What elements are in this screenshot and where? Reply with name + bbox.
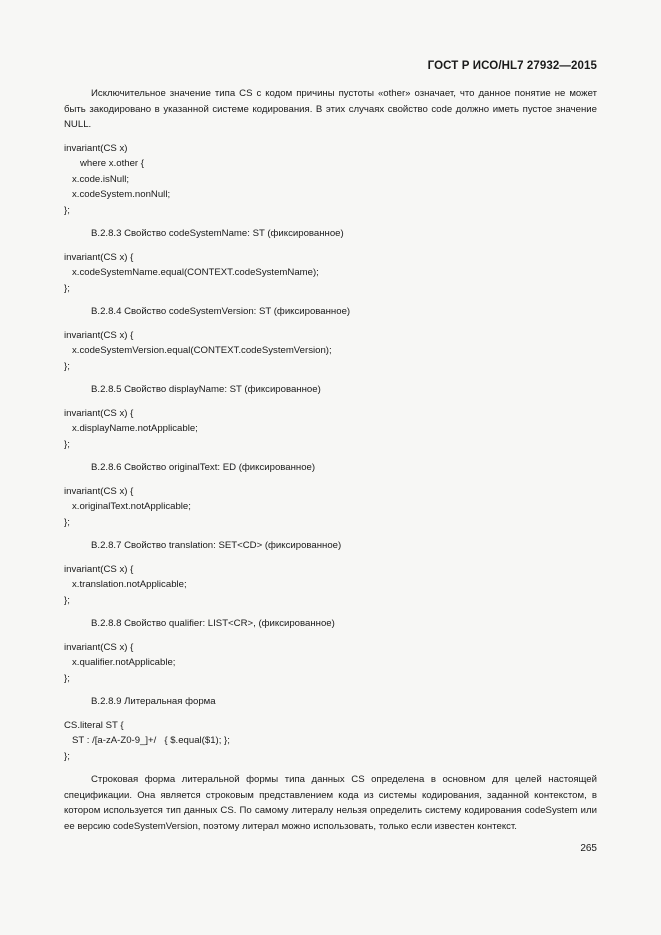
code-block-b289: [64, 718, 597, 765]
code-line: x.originalText.notApplicable;: [64, 501, 191, 512]
code-block-b287: [64, 562, 597, 609]
code-line: invariant(CS x) {: [64, 251, 134, 263]
section-heading-b287: B.2.8.7 Свойство translation: SET<CD> (фиксированное): [91, 540, 342, 551]
code-line: invariant(CS x) {: [64, 563, 134, 575]
code-line: x.codeSystemName.equal(CONTEXT.codeSystemName);: [64, 267, 319, 278]
closing-paragraph: Строковая форма литеральной формы типа данных CS определена в основном для целей настоящей спецификации. Она является строковым представлением кода из системы кодирования, заданной контекстом, в котором используется тип данных CS. По самому литералу нельзя определить систему кодирования codeSystem или ее версию codeSystemVersion, поэтому литерал можно использовать, только если известен контекст.: [64, 774, 597, 832]
code-line: invariant(CS x) {: [64, 485, 134, 497]
code-line: where x.other {: [64, 158, 144, 169]
code-line: };: [64, 360, 70, 372]
section-heading-b286: B.2.8.6 Свойство originalText: ED (фиксированное): [91, 462, 316, 473]
code-line: };: [64, 438, 70, 450]
code-line: x.qualifier.notApplicable;: [64, 657, 176, 668]
code-line: };: [64, 282, 70, 294]
page-content: [64, 86, 597, 834]
code-block-b285: [64, 406, 597, 453]
code-line: CS.literal ST {: [64, 719, 124, 731]
code-line: invariant(CS x) {: [64, 329, 134, 341]
code-line: x.codeSystem.nonNull;: [64, 189, 171, 200]
section-heading-b285: B.2.8.5 Свойство displayName: ST (фиксированное): [91, 384, 321, 395]
code-block-b286: [64, 484, 597, 531]
code-line: };: [64, 204, 70, 216]
code-line: invariant(CS x) {: [64, 641, 134, 653]
code-line: };: [64, 516, 70, 528]
section-heading-b288: B.2.8.8 Свойство qualifier: LIST<CR>, (фиксированное): [91, 618, 335, 629]
section-heading-b283: B.2.8.3 Свойство codeSystemName: ST (фиксированное): [91, 228, 344, 239]
standard-header: ГОСТ Р ИСО/HL7 27932—2015: [427, 60, 597, 72]
code-block-b284: [64, 328, 597, 375]
intro-paragraph: Исключительное значение типа CS с кодом причины пустоты «other» означает, что данное понятие не может быть закодировано в указанной системе кодирования. В этих случаях свойство code должно иметь пустое значение NULL.: [64, 88, 597, 130]
page-number: 265: [580, 843, 597, 854]
code-line: x.translation.notApplicable;: [64, 579, 187, 590]
code-line: };: [64, 594, 70, 606]
code-line: };: [64, 672, 70, 684]
code-block-invariant-other: [64, 141, 597, 219]
code-line: x.codeSystemVersion.equal(CONTEXT.codeSystemVersion);: [64, 345, 332, 356]
code-line: invariant(CS x): [64, 142, 128, 154]
code-block-b283: [64, 250, 597, 297]
code-line: };: [64, 750, 70, 762]
code-line: x.displayName.notApplicable;: [64, 423, 198, 434]
section-heading-b284: B.2.8.4 Свойство codeSystemVersion: ST (фиксированное): [91, 306, 351, 317]
code-line: x.code.isNull;: [64, 173, 130, 185]
code-line: invariant(CS x) {: [64, 407, 134, 419]
section-heading-b289: B.2.8.9 Литеральная форма: [91, 696, 216, 707]
code-line: ST : /[a-zA-Z0-9_]+/ { $.equal($1); };: [64, 735, 230, 746]
code-block-b288: [64, 640, 597, 687]
